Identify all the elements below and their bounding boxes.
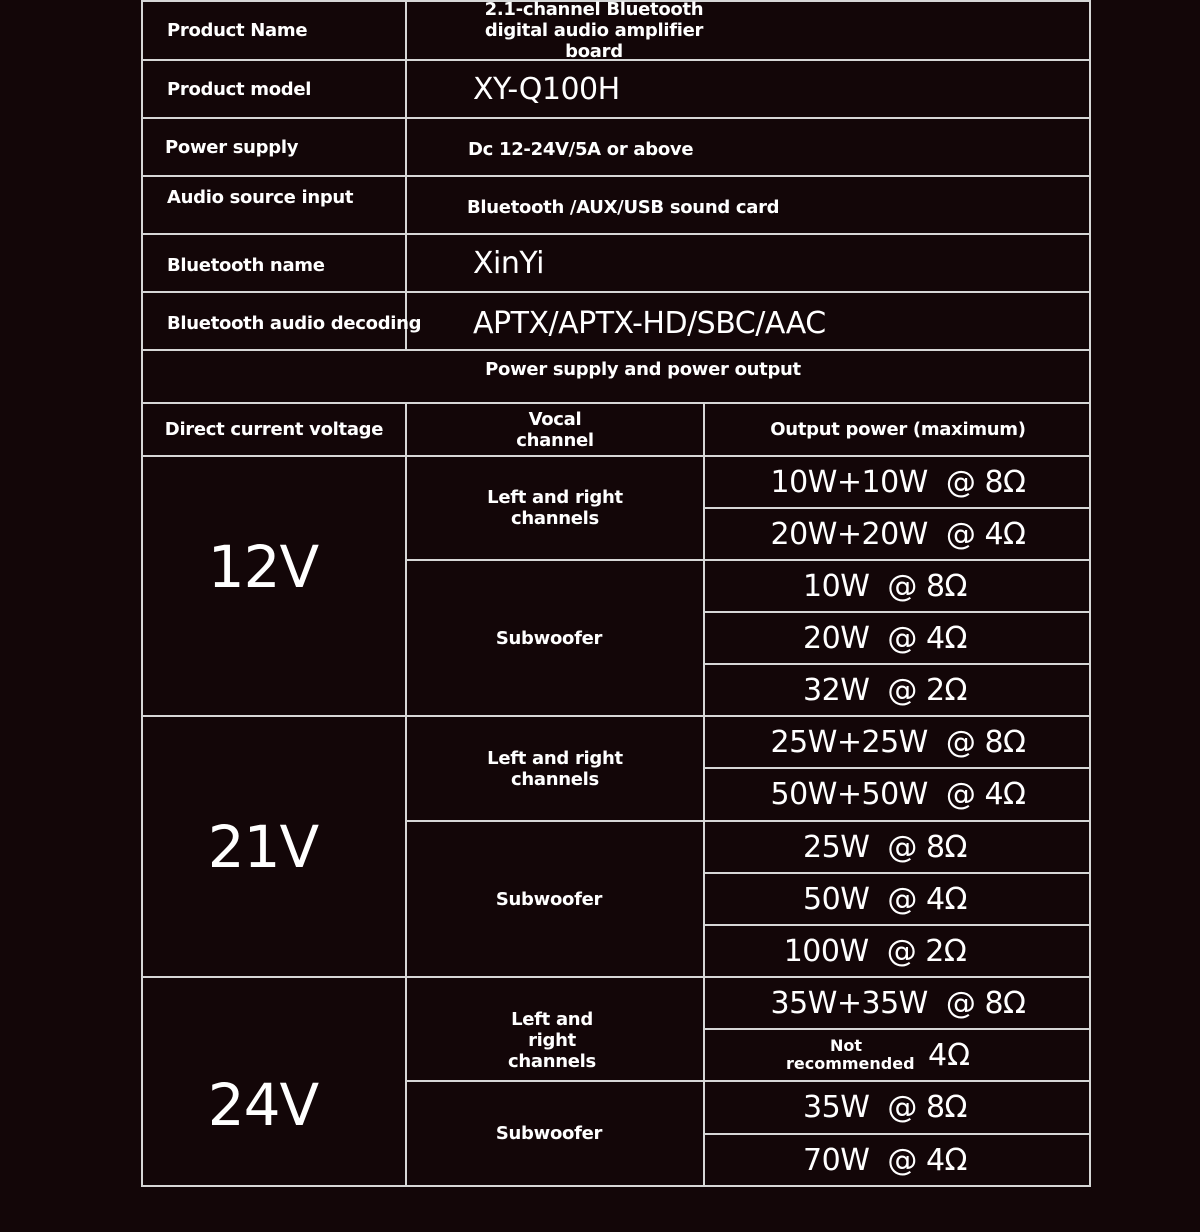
spec-label: Power supply — [165, 136, 299, 158]
output-value: 50W @ 4Ω — [803, 881, 967, 917]
voltage-label: 24V — [207, 1071, 319, 1139]
output-value: 20W @ 4Ω — [803, 620, 967, 656]
output-value: 70W @ 4Ω — [803, 1142, 967, 1178]
spec-value: XinYi — [473, 245, 544, 281]
output-value: 20W+20W @ 4Ω — [770, 516, 1026, 552]
spec-label: Audio source input — [167, 186, 354, 208]
spec-value: APTX/APTX-HD/SBC/AAC — [473, 305, 826, 341]
output-value: 35W @ 8Ω — [803, 1090, 967, 1125]
output-value: 32W @ 2Ω — [803, 672, 967, 708]
channel-label: Subwoofer — [495, 627, 603, 649]
output-value: 4Ω — [927, 1037, 970, 1073]
header-channel: Vocal channel — [516, 408, 594, 451]
section-title: Power supply and power output — [485, 358, 801, 380]
output-value: 10W+10W @ 8Ω — [770, 464, 1026, 500]
spec-label: Product model — [167, 78, 312, 100]
spec-value: Dc 12-24V/5A or above — [468, 138, 694, 160]
output-value: 100W @ 2Ω — [783, 933, 967, 969]
voltage-label: 12V — [207, 533, 319, 601]
channel-label: Subwoofer — [495, 1123, 603, 1144]
output-value: 35W+35W @ 8Ω — [770, 985, 1026, 1021]
output-value: 10W @ 8Ω — [803, 568, 967, 604]
spec-label: Product Name — [167, 20, 308, 41]
spec-label: Bluetooth audio decoding — [167, 312, 422, 334]
not-recommended-note: Not recommended — [785, 1036, 915, 1073]
voltage-label: 21V — [207, 812, 319, 881]
channel-label: Left and right channels — [508, 1009, 596, 1072]
output-value: 25W+25W @ 8Ω — [770, 724, 1026, 760]
output-value: 25W @ 8Ω — [803, 829, 967, 865]
header-voltage: Direct current voltage — [164, 419, 384, 440]
channel-label: Left and right channels — [487, 487, 623, 529]
channel-label: Subwoofer — [495, 888, 603, 910]
header-output: Output power (maximum) — [770, 419, 1026, 440]
spec-value: 2.1-channel Bluetooth digital audio amplifier board — [484, 0, 704, 62]
not-recommended-row — [705, 1030, 1091, 1080]
spec-label: Bluetooth name — [167, 254, 325, 276]
output-value: 50W+50W @ 4Ω — [770, 777, 1026, 812]
spec-table — [141, 0, 1091, 1187]
spec-value: XY-Q100H — [473, 71, 620, 107]
spec-value: Bluetooth /AUX/USB sound card — [467, 196, 780, 218]
channel-label: Left and right channels — [487, 747, 623, 790]
